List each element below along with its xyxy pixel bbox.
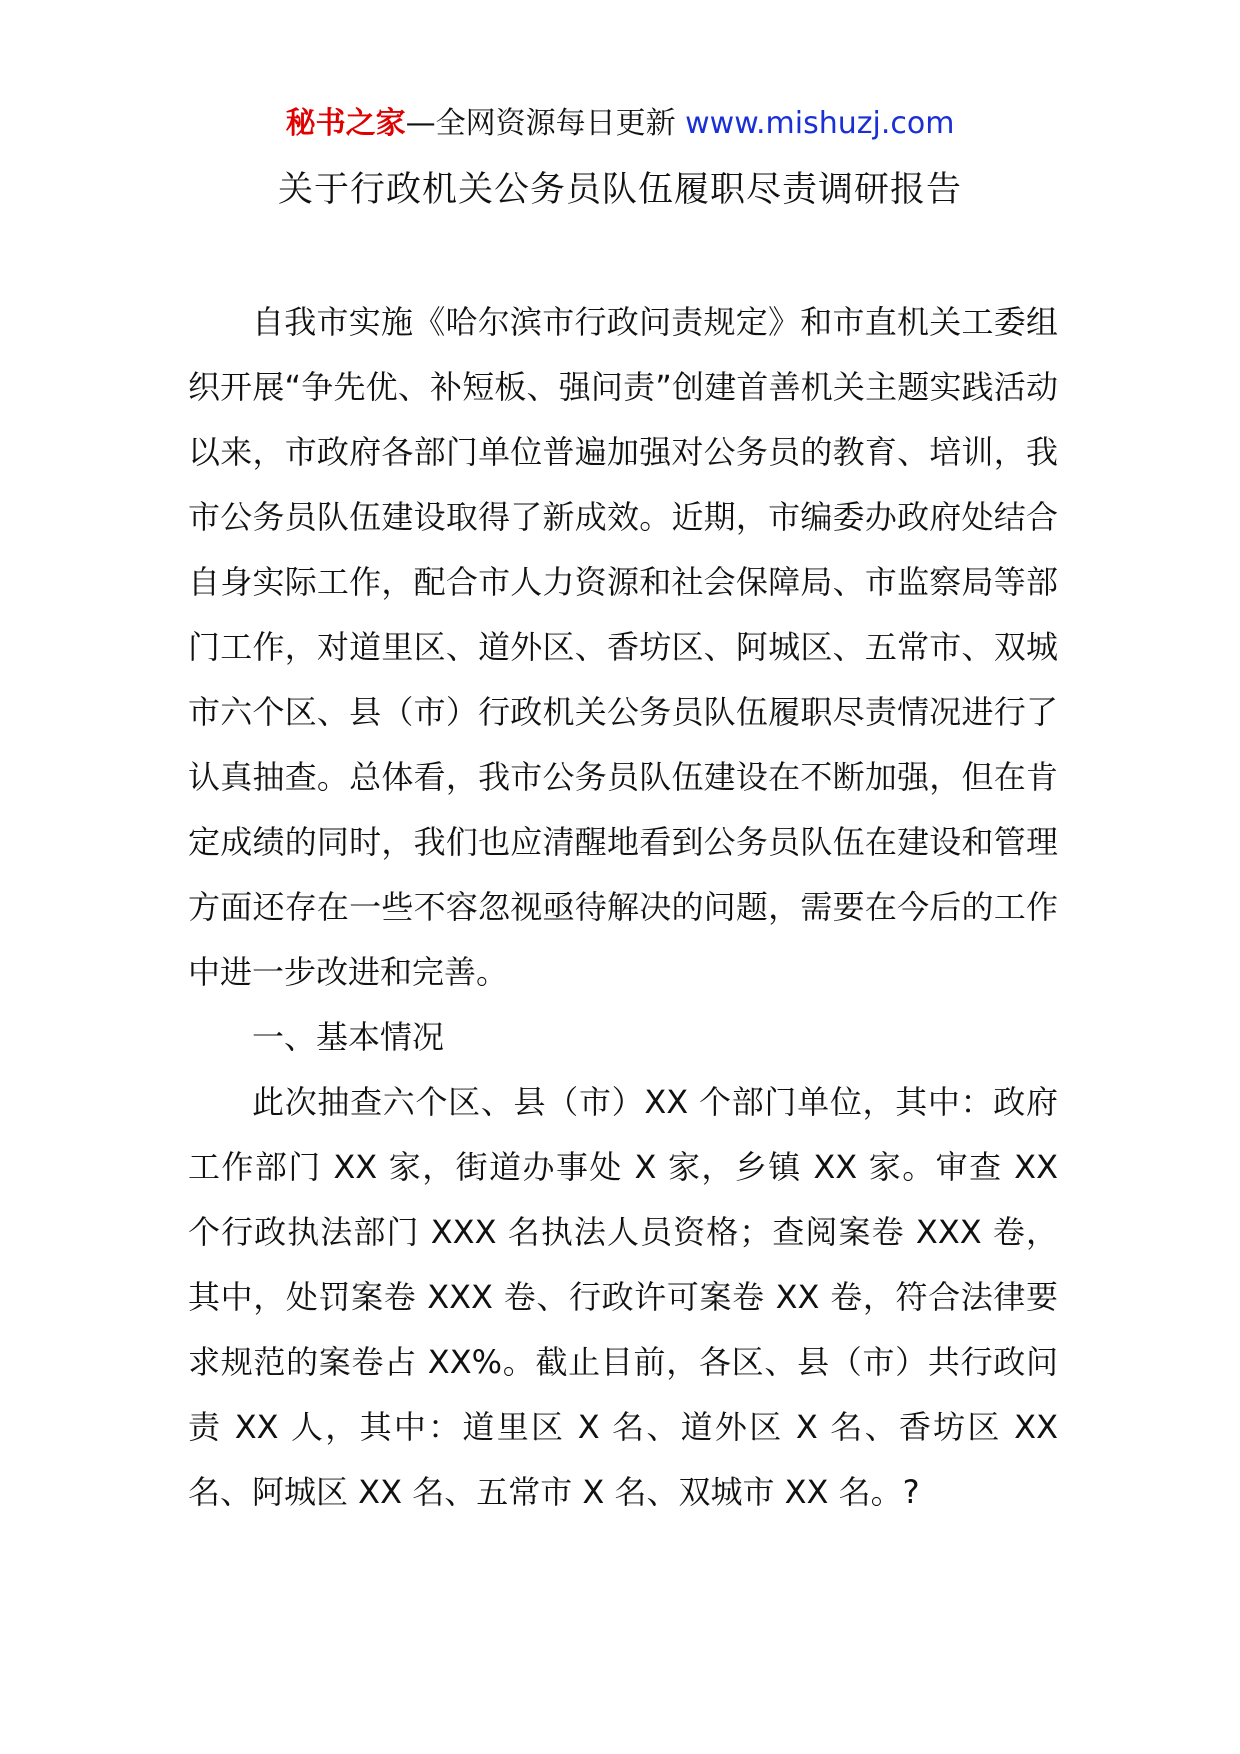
site-header [0,100,1240,148]
brand-name: 秘书之家 [285,106,406,141]
section-heading-basic-situation: 一、基本情况 [252,1018,445,1056]
intro-paragraph: 自我市实施《哈尔滨市行政问责规定》和市直机关工委组织开展“争先优、补短板、强问责”创建首善机关主题实践活动以来，市政府各部门单位普遍加强对公务员的教育、培训，我市公务员队伍建设取得了新成效。近期，市编委办政府处结合自身实际工作，配合市人力资源和社会保障局、市监察局等部门工作，对道里区、道外区、香坊区、阿城区、五常市、双城市六个区、县（市）行政机关公务员队伍履职尽责情况进行了认真抽查。总体看，我市公务员队伍建设在不断加强，但在肯定成绩的同时，我们也应清醒地看到公务员队伍在建设和管理方面还存在一些不容忽视亟待解决的问题，需要在今后的工作中进一步改进和完善。 [188,303,1058,991]
site-url-link[interactable]: www.mishuzj.com [685,106,955,141]
basic-situation-paragraph: 此次抽查六个区、县（市）XX 个部门单位，其中：政府工作部门 XX 家，街道办事处 X 家，乡镇 XX 家。审查 XX 个行政执法部门 XXX 名执法人员资格；查阅案卷 XXX 卷，其中，处罚案卷 XXX 卷、行政许可案卷 XX 卷，符合法律要求规范的案卷占 XX%。截止目前，各区、县（市）共行政问责 XX 人，其中：道里区 X 名、道外区 X 名、香坊区 XX 名、阿城区 XX 名、五常市 X 名、双城市 XX 名。? [188,1083,1058,1511]
document-body [188,290,1058,1525]
document-title: 关于行政机关公务员队伍履职尽责调研报告 [277,170,962,210]
header-tagline: —全网资源每日更新 [405,106,676,141]
